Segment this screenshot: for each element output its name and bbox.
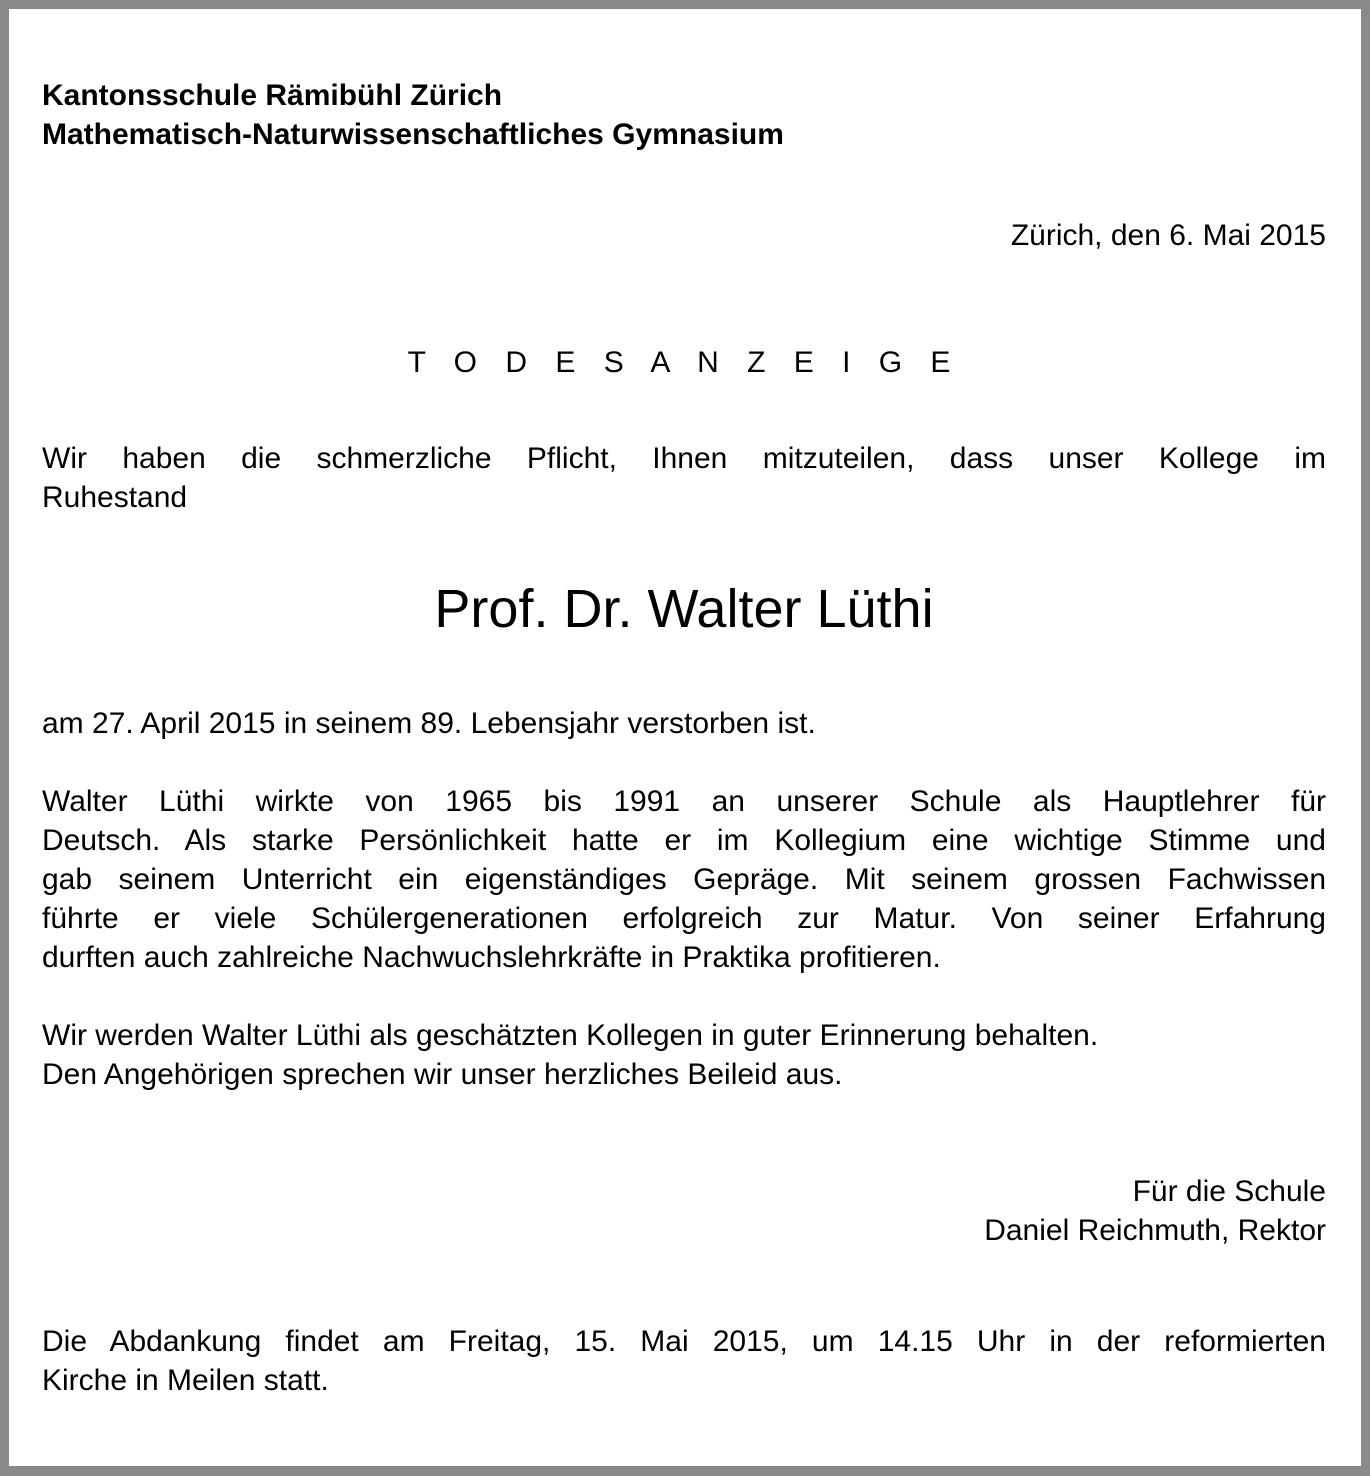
remembrance-line-1: Wir werden Walter Lüthi als geschätzten Kollegen in guter Erinnerung behalten. [42, 1019, 1099, 1052]
gymnasium-name: Mathematisch-Naturwissenschaftliches Gymnasium [42, 118, 784, 151]
death-line: am 27. April 2015 in seinem 89. Lebensjahr verstorben ist. [42, 707, 816, 740]
funeral-line-1: Die Abdankung findet am Freitag, 15. Mai 2015, um 14.15 Uhr in der reformierten [42, 1325, 1326, 1358]
signature-line-1: Für die Schule [1132, 1175, 1326, 1208]
intro-line-2: Ruhestand [42, 481, 188, 514]
remembrance-line-2: Den Angehörigen sprechen wir unser herzliches Beileid aus. [42, 1058, 843, 1091]
tribute-line-3: gab seinem Unterricht ein eigenständiges Gepräge. Mit seinem grossen Fachwissen [42, 863, 1326, 896]
announcement-heading: T O D E S A N Z E I G E [407, 346, 961, 379]
tribute-line-1: Walter Lüthi wirkte von 1965 bis 1991 an unserer Schule als Hauptlehrer für [42, 785, 1326, 818]
tribute-line-2: Deutsch. Als starke Persönlichkeit hatte er im Kollegium eine wichtige Stimme und [42, 824, 1326, 857]
intro-line-1: Wir haben die schmerzliche Pflicht, Ihnen mitzuteilen, dass unser Kollege im [42, 442, 1326, 475]
deceased-name: Prof. Dr. Walter Lüthi [434, 579, 934, 639]
funeral-line-2: Kirche in Meilen statt. [42, 1364, 329, 1397]
tribute-line-4: führte er viele Schülergenerationen erfolgreich zur Matur. Von seiner Erfahrung [42, 902, 1326, 935]
date-line: Zürich, den 6. Mai 2015 [1010, 219, 1326, 252]
signature-line-2: Daniel Reichmuth, Rektor [984, 1214, 1326, 1247]
document-page [9, 9, 1361, 1466]
school-name: Kantonsschule Rämibühl Zürich [42, 79, 503, 112]
tribute-line-5: durften auch zahlreiche Nachwuchslehrkräfte in Praktika profitieren. [42, 941, 941, 974]
